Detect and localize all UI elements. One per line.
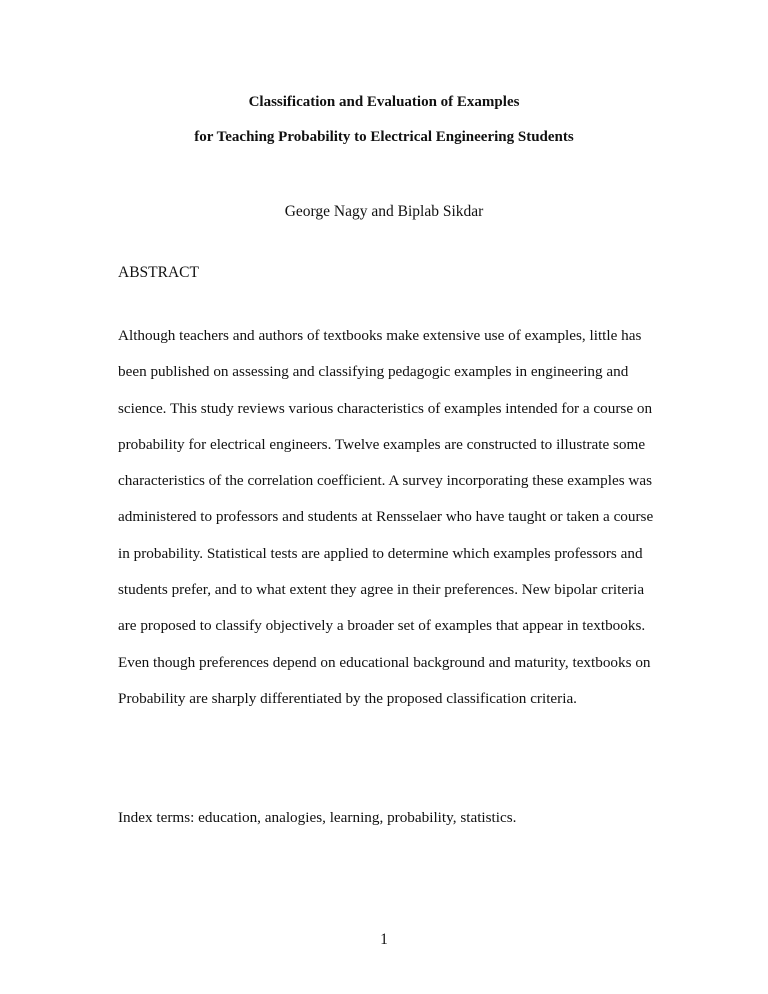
abstract-line: characteristics of the correlation coefficient. A survey incorporating these examples was <box>118 472 653 490</box>
paper-title-line-1: Classification and Evaluation of Examples <box>248 94 520 110</box>
index-terms: Index terms: education, analogies, learning, probability, statistics. <box>118 809 517 826</box>
abstract-line: administered to professors and students at Rensselaer who have taught or taken a course <box>118 508 654 526</box>
page-number: 1 <box>380 931 388 948</box>
abstract-line: science. This study reviews various characteristics of examples intended for a course on <box>118 399 653 417</box>
abstract-line: Probability are sharply differentiated by the proposed classification criteria. <box>118 689 577 707</box>
abstract-line: Even though preferences depend on educational background and maturity, textbooks on <box>118 653 651 671</box>
abstract-line: probability for electrical engineers. Twelve examples are constructed to illustrate some <box>118 435 646 453</box>
abstract-body <box>118 327 658 726</box>
abstract-heading: ABSTRACT <box>118 264 199 281</box>
abstract-line: Although teachers and authors of textbooks make extensive use of examples, little has <box>118 327 642 344</box>
abstract-line: students prefer, and to what extent they agree in their preferences. New bipolar criteria <box>118 581 645 599</box>
abstract-line: been published on assessing and classifying pedagogic examples in engineering and <box>118 363 629 381</box>
abstract-line: are proposed to classify objectively a broader set of examples that appear in textbooks. <box>118 617 646 635</box>
paper-title-line-2: for Teaching Probability to Electrical Engineering Students <box>194 129 574 145</box>
authors: George Nagy and Biplab Sikdar <box>284 203 484 220</box>
abstract-line: in probability. Statistical tests are applied to determine which examples professors and <box>118 544 643 562</box>
